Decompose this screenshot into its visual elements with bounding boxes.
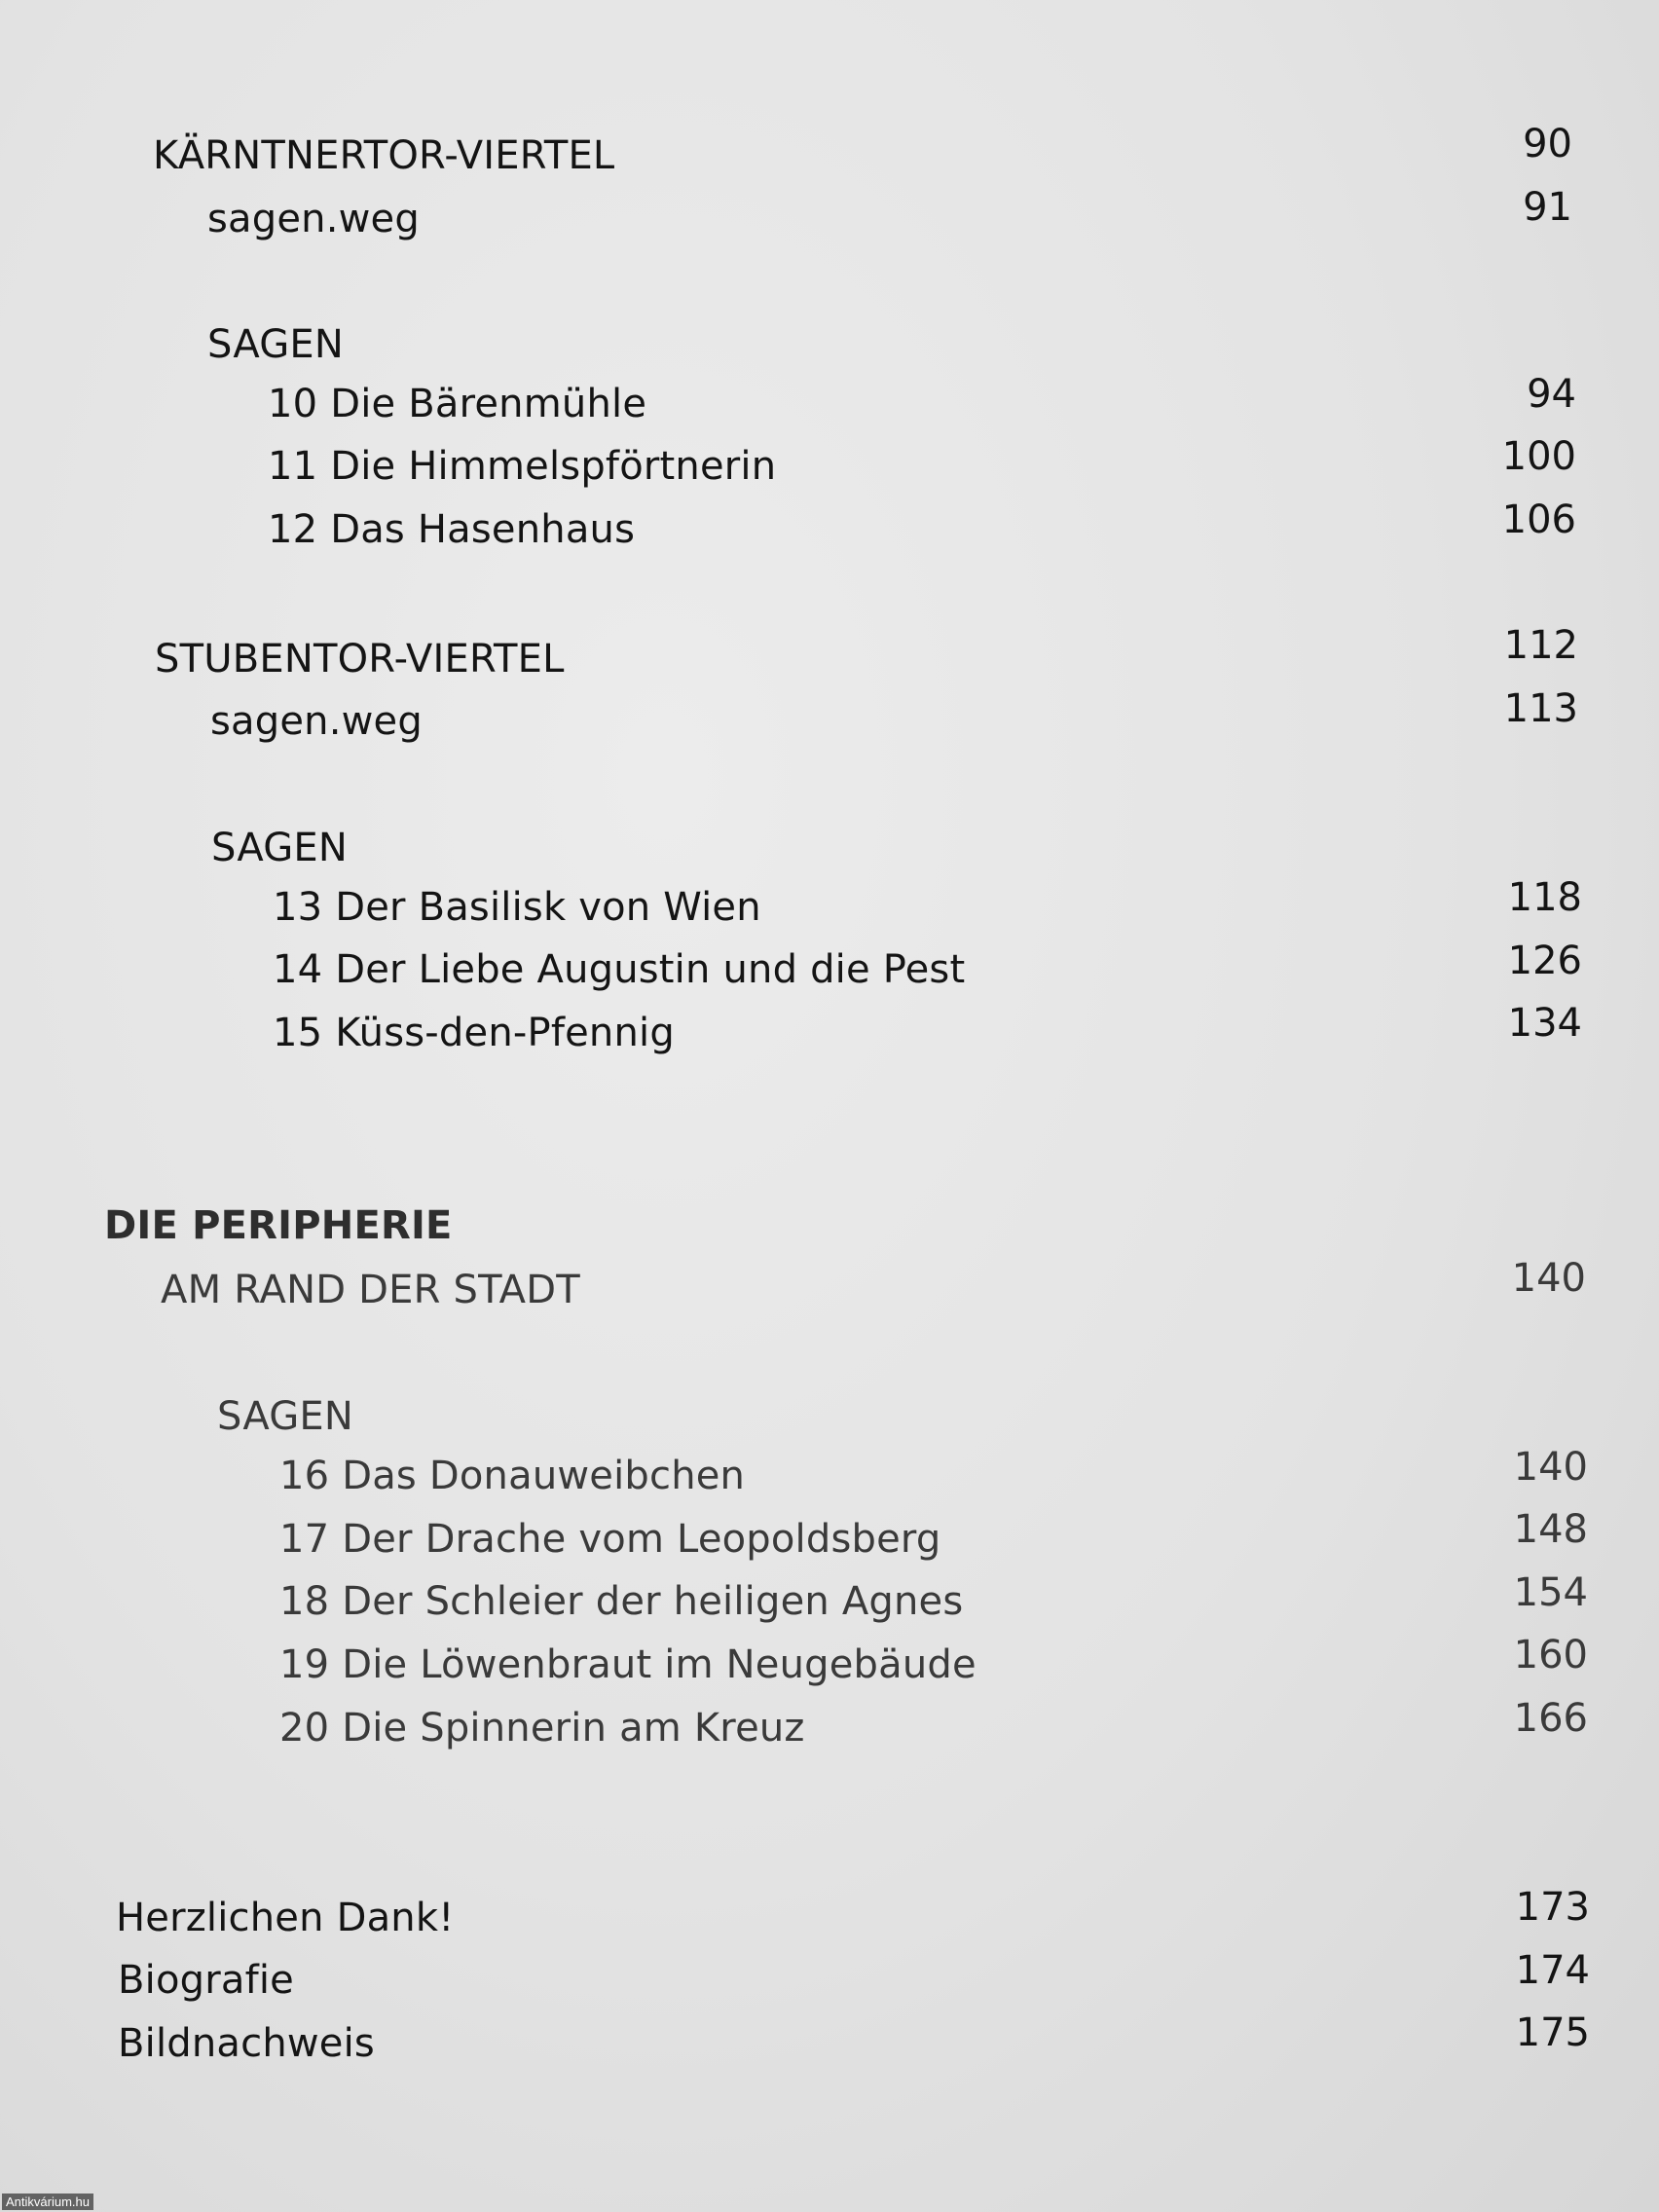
sagen-heading: SAGEN [207, 322, 344, 367]
page-number: 175 [1515, 2010, 1590, 2055]
page-number: 134 [1507, 1001, 1582, 1046]
page-number: 140 [1511, 1256, 1586, 1301]
page-number: 154 [1513, 1570, 1588, 1615]
toc-entry: 19 Die Löwenbraut im Neugebäude [279, 1642, 977, 1687]
chapter-title: AM RAND DER STADT [161, 1268, 580, 1312]
page-number: 166 [1513, 1696, 1588, 1741]
toc-entry: 10 Die Bärenmühle [268, 382, 647, 426]
toc-entry: 15 Küss-den-Pfennig [273, 1011, 675, 1055]
back-matter-entry: Biografie [118, 1958, 294, 2003]
page-number: 100 [1501, 434, 1576, 479]
page-number: 173 [1515, 1885, 1590, 1930]
part-title-peripherie: DIE PERIPHERIE [104, 1203, 453, 1248]
page-number: 112 [1503, 623, 1578, 668]
page-number: 90 [1523, 122, 1572, 166]
back-matter-entry: Herzlichen Dank! [116, 1896, 455, 1940]
section-title-stubentor: STUBENTOR-VIERTEL [155, 637, 565, 682]
page-number: 160 [1513, 1633, 1588, 1677]
sagen-weg-entry: sagen.weg [207, 197, 420, 241]
page-number: 148 [1513, 1507, 1588, 1552]
toc-entry: 12 Das Hasenhaus [268, 507, 636, 552]
sagen-heading: SAGEN [217, 1394, 353, 1439]
page-number: 91 [1523, 185, 1572, 230]
toc-entry: 17 Der Drache vom Leopoldsberg [279, 1517, 941, 1562]
page-number: 106 [1501, 498, 1576, 542]
page-number: 113 [1503, 686, 1578, 731]
toc-entry: 13 Der Basilisk von Wien [273, 885, 761, 930]
toc-entry: 14 Der Liebe Augustin und die Pest [273, 947, 966, 992]
sagen-heading: SAGEN [211, 826, 348, 870]
back-matter-entry: Bildnachweis [118, 2021, 375, 2066]
section-title-kaerntnertor: KÄRNTNERTOR-VIERTEL [153, 133, 615, 178]
sagen-weg-entry: sagen.weg [210, 699, 423, 744]
toc-entry: 16 Das Donauweibchen [279, 1454, 746, 1498]
toc-entry: 18 Der Schleier der heiligen Agnes [279, 1579, 964, 1624]
page-number: 174 [1515, 1948, 1590, 1993]
watermark: Antikvárium.hu [2, 2194, 93, 2210]
toc-entry: 20 Die Spinnerin am Kreuz [279, 1706, 805, 1751]
page-number: 126 [1507, 939, 1582, 983]
page-number: 118 [1507, 875, 1582, 920]
page-number: 94 [1527, 372, 1576, 417]
toc-entry: 11 Die Himmelspförtnerin [268, 444, 777, 489]
page-number: 140 [1513, 1445, 1588, 1490]
